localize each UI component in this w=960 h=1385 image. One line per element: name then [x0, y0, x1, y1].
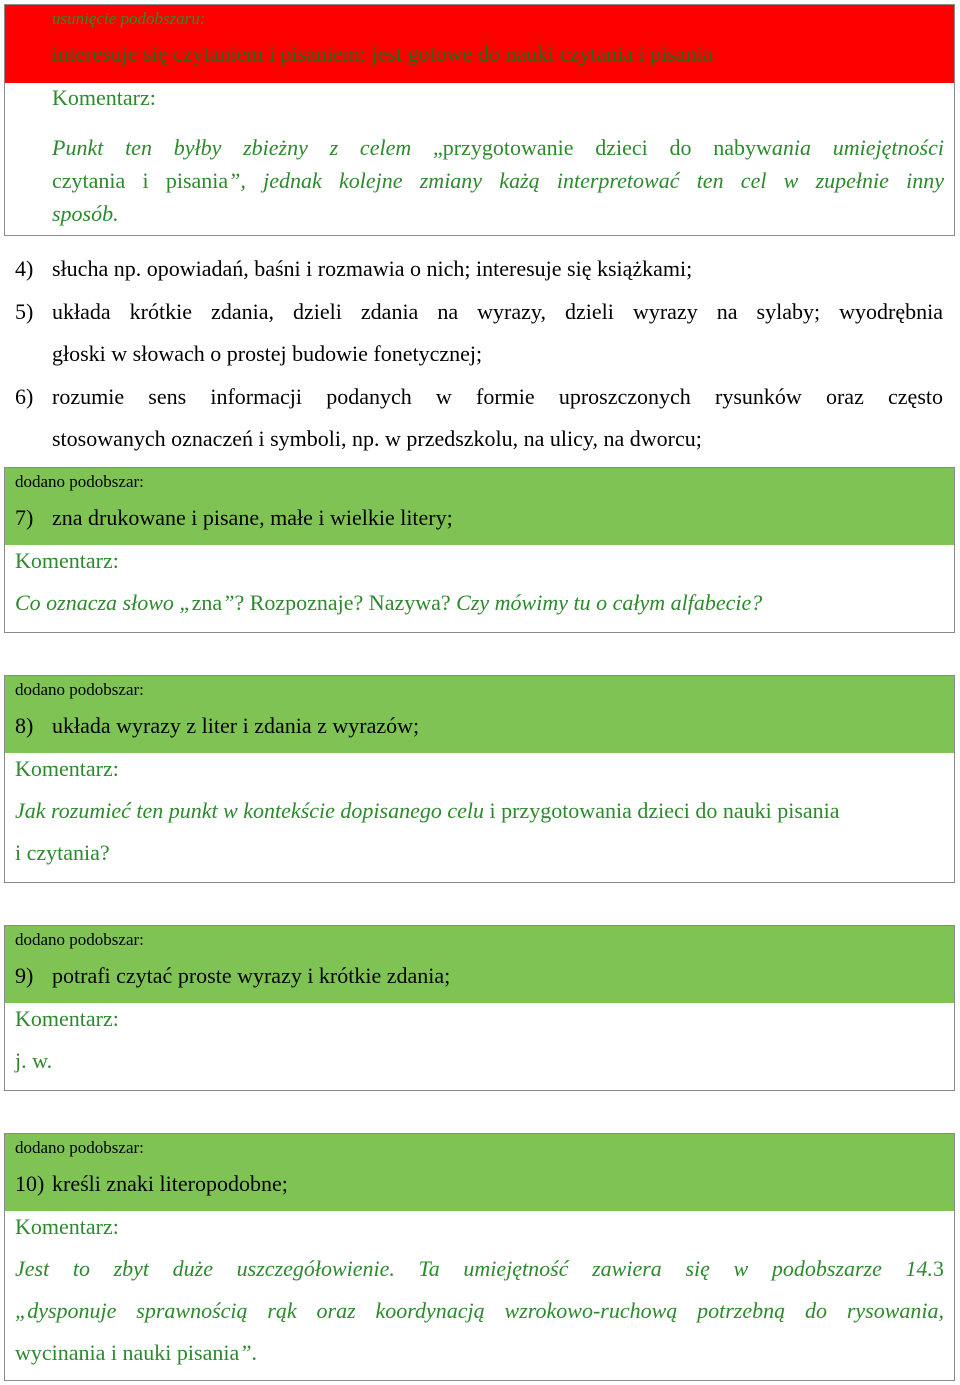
comment-text-line-1: Jak rozumieć ten punkt w kontekście dopisanego celu i przygotowania dzieci do nauki pisania — [15, 798, 840, 823]
added-subsection-box-10 — [4, 1133, 955, 1381]
comment-text: j. w. — [15, 1048, 53, 1073]
comment-text-line-1: Jest to zbyt duże uszczegółowienie. Ta umiejętność zawiera się w podobszarze 14.3 — [15, 1256, 944, 1281]
added-item-text: 8) układa wyrazy z liter i zdania z wyrazów; — [15, 713, 420, 738]
comment-label: Komentarz: — [15, 756, 119, 781]
comment-text-line-2: „dysponuje sprawnością rąk oraz koordynacją wzrokowo-ruchową potrzebną do rysowania, — [15, 1298, 944, 1323]
list-item-5-cont: głoski w słowach o prostej budowie fonetycznej; — [52, 341, 483, 366]
removed-comment-line-1: Punkt ten byłby zbieżny z celem „przygotowanie dzieci do nabywania umiejętności — [52, 135, 944, 160]
comment-text-line-2: i czytania? — [15, 840, 110, 865]
added-tag: dodano podobszar: — [15, 472, 144, 491]
added-subsection-box-7 — [4, 467, 955, 633]
added-header-bar — [5, 676, 954, 753]
comment-label: Komentarz: — [15, 1214, 119, 1239]
added-tag: dodano podobszar: — [15, 680, 144, 699]
added-header-bar — [5, 926, 954, 1003]
added-subsection-box-8 — [4, 675, 955, 883]
added-item-text: 10) kreśli znaki literopodobne; — [15, 1171, 288, 1196]
removed-item-text: interesuje się czytaniem i pisaniem; jest gotowe do nauki czytania i pisania — [52, 41, 713, 66]
added-subsection-box-9 — [4, 925, 955, 1091]
added-item-text: 9) potrafi czytać proste wyrazy i krótkie zdania; — [15, 963, 451, 988]
removed-subsection-box — [4, 4, 955, 236]
list-item-5: 5) układa krótkie zdania, dzieli zdania na wyrazy, dzieli wyrazy na sylaby; wyodrębnia — [15, 299, 943, 324]
list-item-6-cont: stosowanych oznaczeń i symboli, np. w przedszkolu, na ulicy, na dworcu; — [52, 426, 702, 451]
list-item-4: 4) słucha np. opowiadań, baśni i rozmawia o nich; interesuje się książkami; — [15, 256, 693, 281]
added-tag: dodano podobszar: — [15, 1138, 144, 1157]
added-header-bar — [5, 468, 954, 545]
comment-label: Komentarz: — [15, 1006, 119, 1031]
added-item-text: 7) zna drukowane i pisane, małe i wielkie litery; — [15, 505, 453, 530]
added-header-bar — [5, 1134, 954, 1211]
comment-text: Co oznacza słowo „zna”? Rozpoznaje? Nazywa? Czy mówimy tu o całym alfabecie? — [15, 590, 763, 615]
removed-header-bar — [5, 5, 954, 83]
comment-label: Komentarz: — [15, 548, 119, 573]
removed-comment-label: Komentarz: — [52, 85, 156, 110]
removed-comment-line-3: sposób. — [52, 201, 119, 226]
removed-tag: usunięcie podobszaru: — [52, 9, 206, 28]
added-tag: dodano podobszar: — [15, 930, 144, 949]
comment-text-line-3: wycinania i nauki pisania”. — [15, 1340, 257, 1365]
removed-comment-line-2: czytania i pisania”, jednak kolejne zmiany każą interpretować ten cel w zupełnie inny — [52, 168, 944, 193]
list-item-6: 6) rozumie sens informacji podanych w formie uproszczonych rysunków oraz często — [15, 384, 943, 409]
